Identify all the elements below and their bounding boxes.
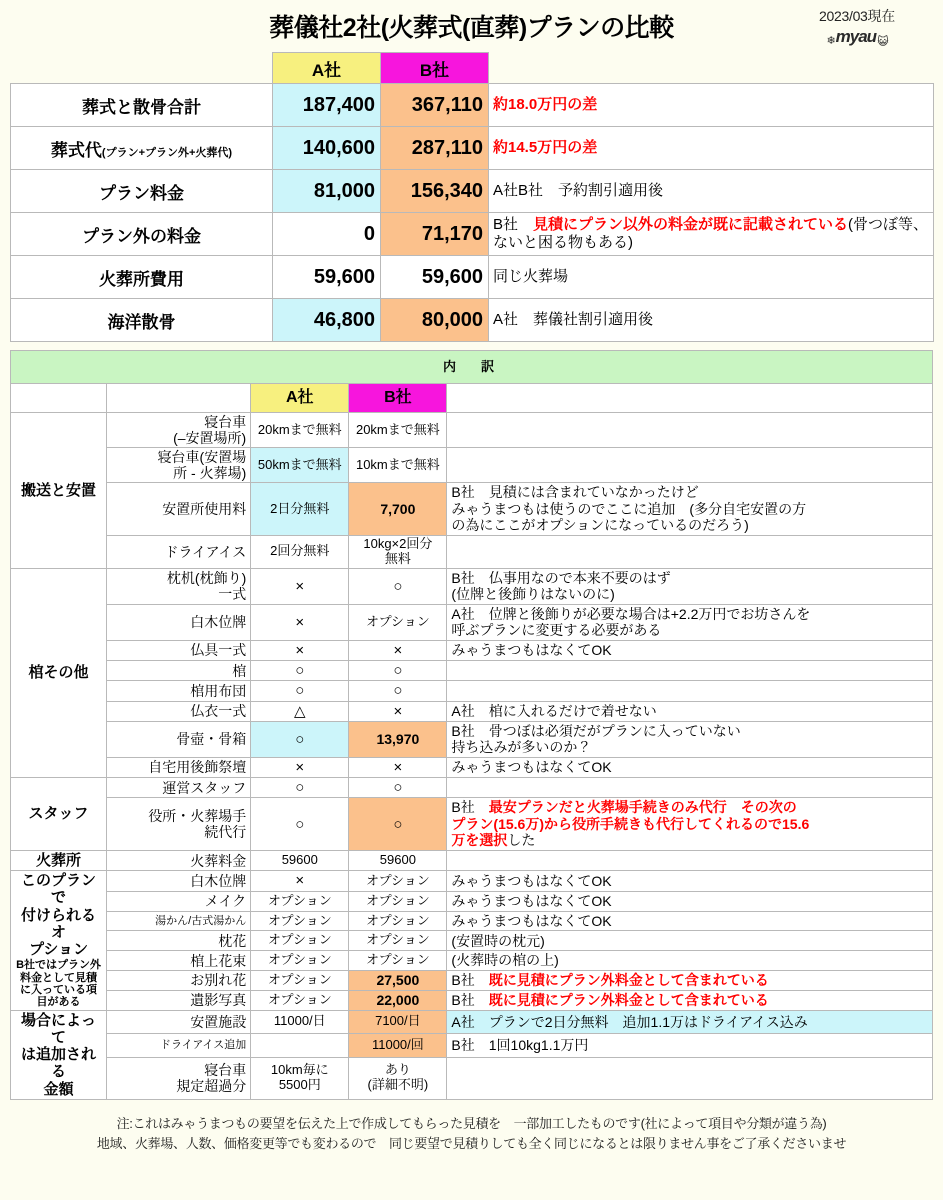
section-label-main: 場合によって は追加される 金額 [21, 1011, 97, 1098]
breakdown-note [447, 971, 933, 991]
breakdown-value-a: オプション [251, 911, 349, 931]
breakdown-value-b: 7100/日 [349, 1010, 447, 1033]
summary-value-b: 367,110 [381, 84, 489, 127]
summary-row [11, 299, 934, 342]
note-plain: A社 プランで2日分無料 追加1.1万はドライアイス込み [451, 1013, 808, 1030]
breakdown-header-company-b: B社 [349, 384, 447, 413]
breakdown-item-label: 運営スタッフ [107, 778, 251, 798]
breakdown-value-a [251, 1034, 349, 1057]
note-plain: みゃうまつもはなくてOK [451, 872, 612, 889]
breakdown-value-a: × [251, 871, 349, 892]
summary-row-label-main: 火葬所費用 [99, 269, 184, 289]
breakdown-note [447, 681, 933, 701]
breakdown-value-a: △ [251, 701, 349, 721]
breakdown-value-a: ○ [251, 721, 349, 757]
breakdown-row [11, 535, 933, 568]
breakdown-row [11, 448, 933, 483]
breakdown-row [11, 413, 933, 448]
breakdown-band-title: 内 訳 [11, 351, 933, 384]
page-header [0, 0, 943, 52]
breakdown-value-b: 20kmまで無料 [349, 413, 447, 448]
breakdown-value-b: 13,970 [349, 721, 447, 757]
logo-text: myau [835, 27, 877, 46]
breakdown-item-label: お別れ花 [107, 971, 251, 991]
summary-row [11, 213, 934, 256]
summary-header-blank [11, 53, 273, 84]
breakdown-header-note-blank [447, 384, 933, 413]
breakdown-row [11, 891, 933, 911]
summary-row-label-sub: (プラン+プラン外+火葬代) [101, 146, 233, 159]
note-plain: B社 [451, 991, 489, 1008]
breakdown-note [447, 951, 933, 971]
breakdown-value-a: 20kmまで無料 [251, 413, 349, 448]
breakdown-row [11, 681, 933, 701]
breakdown-item-label: 棺 [107, 661, 251, 681]
breakdown-value-b: あり (詳細不明) [349, 1057, 447, 1099]
summary-row-label [11, 213, 273, 256]
breakdown-header-blank-1 [11, 384, 107, 413]
summary-header-row [11, 53, 934, 84]
note-plain: B社 骨つぼは必須だがプランに入っていない 持ち込みが多いのか？ [451, 722, 741, 756]
summary-row [11, 84, 934, 127]
summary-value-a: 140,600 [273, 127, 381, 170]
breakdown-note [447, 535, 933, 568]
breakdown-value-a: オプション [251, 951, 349, 971]
breakdown-header-blank-2 [107, 384, 251, 413]
breakdown-header-row [11, 384, 933, 413]
breakdown-item-label: 仏具一式 [107, 640, 251, 660]
section-label [11, 413, 107, 569]
breakdown-item-label: 火葬料金 [107, 850, 251, 870]
summary-row-label-main: 葬式代 [50, 140, 102, 160]
breakdown-value-a: × [251, 568, 349, 604]
page-title: 葬儀社2社(火葬式(直葬)プランの比較 [269, 14, 674, 42]
summary-row-label [11, 84, 273, 127]
note-plain: A社 葬儀社割引適用後 [493, 311, 654, 329]
summary-note [489, 213, 934, 256]
note-plain: A社B社 予約割引適用後 [493, 182, 664, 200]
summary-value-a: 0 [273, 213, 381, 256]
summary-note [489, 127, 934, 170]
summary-header-note-blank [489, 53, 934, 84]
breakdown-note [447, 1010, 933, 1033]
summary-table [10, 52, 934, 342]
breakdown-row [11, 1010, 933, 1033]
breakdown-value-b: × [349, 640, 447, 660]
breakdown-note [447, 721, 933, 757]
breakdown-header-company-a: A社 [251, 384, 349, 413]
breakdown-note [447, 891, 933, 911]
breakdown-value-b: 10kmまで無料 [349, 448, 447, 483]
breakdown-note [447, 911, 933, 931]
breakdown-value-b: 22,000 [349, 990, 447, 1010]
note-highlight: 約18.0万円の差 [493, 96, 598, 114]
breakdown-value-a: ○ [251, 661, 349, 681]
breakdown-item-label: 安置施設 [107, 1010, 251, 1033]
note-highlight: 見積にプラン以外の料金が既に記載されている [533, 216, 849, 234]
section-label [11, 778, 107, 851]
breakdown-value-b: オプション [349, 951, 447, 971]
breakdown-row [11, 971, 933, 991]
note-plain: みゃうまつもはなくてOK [451, 759, 612, 776]
note-plain: B社 [451, 799, 489, 816]
breakdown-note [447, 931, 933, 951]
breakdown-table [10, 350, 933, 1100]
summary-value-b: 59,600 [381, 256, 489, 299]
breakdown-row [11, 850, 933, 870]
breakdown-value-b: オプション [349, 871, 447, 892]
section-label [11, 871, 107, 1011]
breakdown-item-label: 遺影写真 [107, 990, 251, 1010]
breakdown-item-label: 役所・火葬場手 続代行 [107, 798, 251, 851]
breakdown-value-b: 27,500 [349, 971, 447, 991]
breakdown-item-label: 白木位牌 [107, 604, 251, 640]
section-label-main: 火葬所 [36, 851, 82, 869]
paw-icon: ❄ [826, 35, 835, 47]
summary-note [489, 84, 934, 127]
section-label [11, 1010, 107, 1099]
breakdown-note [447, 413, 933, 448]
note-plain: 同じ火葬場 [493, 268, 569, 286]
note-plain: B社 [451, 972, 489, 989]
breakdown-row [11, 990, 933, 1010]
breakdown-item-label: 仏衣一式 [107, 701, 251, 721]
breakdown-value-a: ○ [251, 798, 349, 851]
breakdown-item-label: メイク [107, 891, 251, 911]
breakdown-value-b: ○ [349, 568, 447, 604]
header-meta [787, 6, 927, 47]
summary-value-b: 71,170 [381, 213, 489, 256]
breakdown-value-a: オプション [251, 891, 349, 911]
breakdown-item-label: ドライアイス追加 [107, 1034, 251, 1057]
summary-row-label [11, 170, 273, 213]
breakdown-value-a: ○ [251, 778, 349, 798]
note-sub: した [507, 832, 536, 849]
breakdown-note [447, 701, 933, 721]
summary-header-company-a: A社 [273, 53, 381, 84]
breakdown-value-a: 59600 [251, 850, 349, 870]
section-label-main: 棺その他 [28, 664, 89, 682]
summary-row-label [11, 299, 273, 342]
breakdown-note [447, 1057, 933, 1099]
footnote-line-2: 地域、火葬場、人数、価格変更等でも変わるので 同じ要望で見積りしても全く同じになるとは限りません事をご了承くださいませ [96, 1136, 847, 1152]
note-plain: みゃうまつもはなくてOK [451, 892, 612, 909]
breakdown-value-b: オプション [349, 604, 447, 640]
breakdown-value-b: 59600 [349, 850, 447, 870]
note-plain: A社 棺に入れるだけで着せない [451, 702, 657, 719]
summary-table-wrap [0, 52, 943, 342]
breakdown-row [11, 701, 933, 721]
breakdown-value-b: 11000/回 [349, 1034, 447, 1057]
breakdown-note [447, 798, 933, 851]
note-plain: (火葬時の棺の上) [451, 952, 559, 969]
breakdown-note [447, 640, 933, 660]
breakdown-value-a: × [251, 604, 349, 640]
summary-value-b: 156,340 [381, 170, 489, 213]
section-label-sub: B社ではプラン外 料金として見積 に入っている項 目がある [16, 959, 102, 1009]
note-plain: みゃうまつもはなくてOK [451, 912, 612, 929]
section-label [11, 568, 107, 777]
breakdown-value-a: オプション [251, 971, 349, 991]
breakdown-row [11, 568, 933, 604]
breakdown-note [447, 871, 933, 892]
breakdown-item-label: 湯かん/古式湯かん [107, 911, 251, 931]
summary-value-b: 287,110 [381, 127, 489, 170]
summary-row-label-main: プラン料金 [99, 183, 184, 203]
breakdown-item-label: 自宅用後飾祭壇 [107, 757, 251, 777]
breakdown-value-a: 11000/日 [251, 1010, 349, 1033]
breakdown-value-b: 7,700 [349, 483, 447, 536]
note-plain: B社 1回10kg1.1万円 [451, 1037, 589, 1054]
breakdown-value-b: ○ [349, 798, 447, 851]
note-highlight: 最安プランだと火葬場手続きのみ代行 その次の プラン(15.6万)から役所手続きも代行してくれるので15.6 万を選択 [451, 799, 810, 849]
breakdown-value-b: × [349, 757, 447, 777]
section-label [11, 850, 107, 870]
breakdown-note [447, 757, 933, 777]
breakdown-note [447, 568, 933, 604]
breakdown-band-row [11, 351, 933, 384]
note-sub: (骨つぼ等、ないと困る物もある) [493, 216, 929, 251]
breakdown-value-a: × [251, 640, 349, 660]
note-plain: みゃうまつもはなくてOK [451, 642, 612, 659]
breakdown-row [11, 778, 933, 798]
breakdown-item-label: 棺上花束 [107, 951, 251, 971]
breakdown-value-a: ○ [251, 681, 349, 701]
breakdown-value-a: 50kmまで無料 [251, 448, 349, 483]
note-highlight: 既に見積にプラン外料金として含まれている [488, 991, 769, 1008]
breakdown-note [447, 850, 933, 870]
breakdown-row [11, 798, 933, 851]
summary-note [489, 256, 934, 299]
summary-note [489, 170, 934, 213]
summary-row-label-main: 海洋散骨 [107, 312, 176, 332]
as-of-date: 2023/03現在 [819, 8, 895, 24]
breakdown-value-b: オプション [349, 891, 447, 911]
breakdown-row [11, 1034, 933, 1057]
breakdown-value-b: × [349, 701, 447, 721]
breakdown-note [447, 990, 933, 1010]
breakdown-table-wrap [0, 342, 943, 1100]
breakdown-row [11, 871, 933, 892]
breakdown-note [447, 661, 933, 681]
breakdown-row [11, 911, 933, 931]
summary-row-label [11, 127, 273, 170]
section-label-main: 搬送と安置 [21, 481, 97, 499]
summary-value-a: 81,000 [273, 170, 381, 213]
summary-value-b: 80,000 [381, 299, 489, 342]
breakdown-value-b: ○ [349, 778, 447, 798]
breakdown-item-label: 安置所使用料 [107, 483, 251, 536]
section-label-main: このプランで 付けられるオ プション [21, 872, 97, 959]
summary-row-label-main: 葬式と散骨合計 [82, 97, 201, 117]
breakdown-note [447, 1034, 933, 1057]
brand-logo [787, 27, 927, 47]
note-plain: (安置時の枕元) [451, 932, 545, 949]
breakdown-value-b: オプション [349, 931, 447, 951]
breakdown-row [11, 661, 933, 681]
note-highlight: 約14.5万円の差 [493, 139, 598, 157]
breakdown-item-label: 骨壺・骨箱 [107, 721, 251, 757]
breakdown-row [11, 604, 933, 640]
breakdown-value-a: 2日分無料 [251, 483, 349, 536]
summary-value-a: 59,600 [273, 256, 381, 299]
note-plain: B社 見積には含まれていなかったけど みゃうまつもは使うのでここに追加 (多分自宅安置の方 の為にここがオプションになっているのだろう) [451, 484, 807, 534]
breakdown-item-label: 棺用布団 [107, 681, 251, 701]
summary-row [11, 256, 934, 299]
note-highlight: 既に見積にプラン外料金として含まれている [488, 972, 769, 989]
breakdown-value-a: オプション [251, 990, 349, 1010]
breakdown-item-label: 枕机(枕飾り) 一式 [107, 568, 251, 604]
section-label-main: スタッフ [28, 805, 89, 823]
breakdown-row [11, 483, 933, 536]
note-plain: A社 位牌と後飾りが必要な場合は+2.2万円でお坊さんを 呼ぶプランに変更する必要がある [451, 605, 811, 639]
summary-value-a: 187,400 [273, 84, 381, 127]
summary-row [11, 170, 934, 213]
footnote-line-1: 注:これはみゃうまつもの要望を伝えた上で作成してもらった見積を 一部加工したものです(社によって項目や分類が違う為) [116, 1115, 827, 1131]
breakdown-note [447, 604, 933, 640]
breakdown-item-label: 寝台車 規定超過分 [107, 1057, 251, 1099]
breakdown-value-a: 2回分無料 [251, 535, 349, 568]
breakdown-item-label: ドライアイス [107, 535, 251, 568]
breakdown-row [11, 640, 933, 660]
breakdown-item-label: 寝台車 (–安置場所) [107, 413, 251, 448]
breakdown-row [11, 721, 933, 757]
breakdown-note [447, 448, 933, 483]
breakdown-note [447, 778, 933, 798]
note-plain: B社 仏事用なので本来不要のはず (位牌と後飾りはないのに) [451, 569, 671, 603]
breakdown-value-b: ○ [349, 681, 447, 701]
cat-icon: 😺 [877, 36, 888, 48]
note-plain: B社 [493, 216, 534, 234]
breakdown-value-a: オプション [251, 931, 349, 951]
breakdown-value-b: オプション [349, 911, 447, 931]
breakdown-item-label: 寝台車(安置場 所 - 火葬場) [107, 448, 251, 483]
footnote [0, 1114, 943, 1154]
breakdown-value-a: × [251, 757, 349, 777]
breakdown-value-b: 10kg×2回分 無料 [349, 535, 447, 568]
summary-header-company-b: B社 [381, 53, 489, 84]
summary-row-label-main: プラン外の料金 [82, 226, 201, 246]
breakdown-row [11, 931, 933, 951]
summary-value-a: 46,800 [273, 299, 381, 342]
breakdown-note [447, 483, 933, 536]
breakdown-row [11, 757, 933, 777]
summary-row [11, 127, 934, 170]
breakdown-row [11, 951, 933, 971]
summary-row-label [11, 256, 273, 299]
breakdown-item-label: 白木位牌 [107, 871, 251, 892]
breakdown-value-a: 10km毎に 5500円 [251, 1057, 349, 1099]
breakdown-row [11, 1057, 933, 1099]
breakdown-item-label: 枕花 [107, 931, 251, 951]
summary-note [489, 299, 934, 342]
breakdown-value-b: ○ [349, 661, 447, 681]
